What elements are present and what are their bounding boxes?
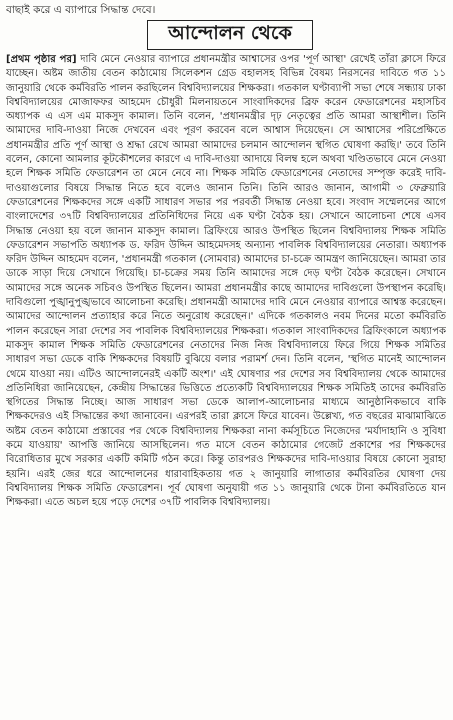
article-body (6, 53, 446, 717)
headline: আন্দোলন থেকে (168, 22, 292, 44)
headline-box (147, 20, 313, 50)
body-text: দাবি মেনে নেওয়ার ব্যাপারে প্রধানমন্ত্রীর আশ্বাসের ওপর 'পূর্ণ আস্থা' রেখেই তাঁরা ক্লাসে ফিরে যাচ্ছেন। অষ্টম জাতীয় বেতন কাঠামোয় সিলেকশন গ্রেড বহালসহ বিভিন্ন বৈষম্য নিরসনের দাবিতে গত ১১ জানুয়ারি থেকে কর্মবিরতি পালন করছিলেন বিশ্ববিদ্যালয়ের শিক্ষকরা। গতকাল ঘণ্টাব্যাপী সভা শেষে সন্ধ্যায় ঢাকা বিশ্ববিদ্যালয়ের মোজাফফর আহমেদ চৌধুরী মিলনায়তনে সাংবাদিকদের ব্রিফ করেন ফেডারেশনের মহাসচিব অধ্যাপক এ এস এম মাকসুদ কামাল। তিনি বলেন, 'প্রধানমন্ত্রীর দৃঢ় নেতৃত্বের প্রতি আমরা আস্থাশীল। তিনি আমাদের দাবি-দাওয়া নিজে দেখবেন এবং পূরণ করবেন বলে আশ্বাস দিয়েছেন। সে আশ্বাসের পরিপ্রেক্ষিতে প্রধানমন্ত্রীর প্রতি পূর্ণ আস্থা ও শ্রদ্ধা রেখে আমরা আমাদের চলমান আন্দোলন স্থগিত ঘোষণা করছি।' তবে তিনি বলেন, কোনো আমলার কূটকৌশলের কারণে এ দাবি-দাওয়া আদায়ে বিলম্ব হলে অথবা খণ্ডিতভাবে মেনে নেওয়া হলে শিক্ষক সমিতি ফেডারেশন তা মেনে নেবে না। শিক্ষক সমিতি ফেডারেশনের নেতাদের সম্পৃক্ত করেই দাবি-দাওয়াগুলোর বিষয়ে সিদ্ধান্ত নিতে হবে বলেও জানান তিনি। তিনি আরও জানান, আগামী ৩ ফেব্রুয়ারি ফেডারেশনের শিক্ষকদের সঙ্গে একটি সাধারণ সভার পর পরবর্তী সিদ্ধান্ত নেওয়া হবে। সংবাদ সম্মেলনের আগে বাংলাদেশের ৩৭টি বিশ্ববিদ্যালয়ের প্রতিনিধিদের নিয়ে এক ঘণ্টা বৈঠক হয়। সেখানে আলোচনা শেষে এসব সিদ্ধান্ত নেওয়া হয় বলে জানান মাকসুদ কামাল। ব্রিফিংয়ে আরও উপস্থিত ছিলেন বিশ্ববিদ্যালয় শিক্ষক সমিতি ফেডারেশন সভাপতি অধ্যাপক ড. ফরিদ উদ্দিন আহমেদসহ অন্যান্য পাবলিক বিশ্ববিদ্যালয়ের নেতারা। অধ্যাপক ফরিদ উদ্দিন আহমেদ বলেন, 'প্রধানমন্ত্রী গতকাল (সোমবার) আমাদের চা-চক্রে আমন্ত্রণ জানিয়েছেন। আমরা তার ডাকে সাড়া দিয়ে সেখানে গিয়েছি। চা-চক্রের সময় তিনি আমাদের সঙ্গে দেড় ঘণ্টা বৈঠক করেছেন। সেখানে আমাদের সঙ্গে অনেক সচিবও উপস্থিত ছিলেন। আমরা প্রধানমন্ত্রীর কাছে আমাদের দাবিগুলো উপস্থাপন করেছি। দাবিগুলো পুঙ্খানুপুঙ্খভাবে আলোচনা করেছি। প্রধানমন্ত্রী আমাদের দাবি মেনে নেওয়ার ব্যাপারে আশ্বস্ত করেছেন। আমাদের আন্দোলন প্রত্যাহার করে নিতে অনুরোধ করেছেন।' এদিকে গতকালও নবম দিনের মতো কর্মবিরতি পালন করেছেন সারা দেশের সব পাবলিক বিশ্ববিদ্যালয়ের শিক্ষকরা। গতকাল সাংবাদিকদের ব্রিফিংকালে অধ্যাপক মাকসুদ কামাল শিক্ষক সমিতি ফেডারেশনের নেতাদের নিজ নিজ বিশ্ববিদ্যালয়ে ফিরে গিয়ে শিক্ষক সমিতির সাধারণ সভা ডেকে বাকি শিক্ষকদের বিষয়টি বুঝিয়ে বলার পরামর্শ দেন। তিনি বলেন, 'স্থগিত মানেই আন্দোলন থেমে যাওয়া নয়। এটিও আন্দোলনেরই একটি অংশ।' এই ঘোষণার পর দেশের সব বিশ্ববিদ্যালয় থেকে আমাদের প্রতিনিধিরা জানিয়েছেন, কেন্দ্রীয় সিদ্ধান্তের ভিত্তিতে প্রত্যেকটি বিশ্ববিদ্যালয়ের শিক্ষক সমিতিই তাদের কর্মবিরতি স্থগিতের সিদ্ধান্ত নিচ্ছে। আজ সাধারণ সভা ডেকে আলাপ-আলোচনার মাধ্যমে আনুষ্ঠানিকভাবে বাকি শিক্ষকদেরও এই সিদ্ধান্তের কথা জানাবেন। এরপরই তারা ক্লাসে ফিরে যাবেন। উল্লেখ্য, গত বছরের মাঝামাঝিতে অষ্টম বেতন কাঠামো প্রস্তাবের পর থেকে বিশ্ববিদ্যালয় শিক্ষকরা নানা কর্মসূচিতে নিজেদের 'মর্যাদাহানি ও সুবিধা কমে যাওয়ায়' আপত্তি জানিয়ে আসছিলেন। গত মাসে বেতন কাঠামোর গেজেট প্রকাশের পর শিক্ষকদের বিরোধিতার মুখে সরকার একটি কমিটি গঠন করে। কিন্তু তারপরও শিক্ষকদের দাবি-দাওয়ার বিষয়ে কোনো সুরাহা হয়নি। এরই জের ধরে আন্দোলনের ধারাবাহিকতায় গত ২ জানুয়ারি লাগাতার কর্মবিরতির ঘোষণা দেয় বিশ্ববিদ্যালয় শিক্ষক সমিতি ফেডারেশন। পূর্ব ঘোষণা অনুযায়ী গত ১১ জানুয়ারি থেকে টানা কর্মবিরতিতে যান শিক্ষকরা। এতে অচল হয়ে পড়ে দেশের ৩৭টি পাবলিক বিশ্ববিদ্যালয়। (6, 54, 446, 509)
continued-marker: [প্রথম পৃষ্ঠার পর] (6, 54, 77, 65)
previous-article-tail: বাছাই করে এ ব্যাপারে সিদ্ধান্ত দেবে। (6, 4, 156, 16)
article-paragraph (6, 53, 446, 511)
